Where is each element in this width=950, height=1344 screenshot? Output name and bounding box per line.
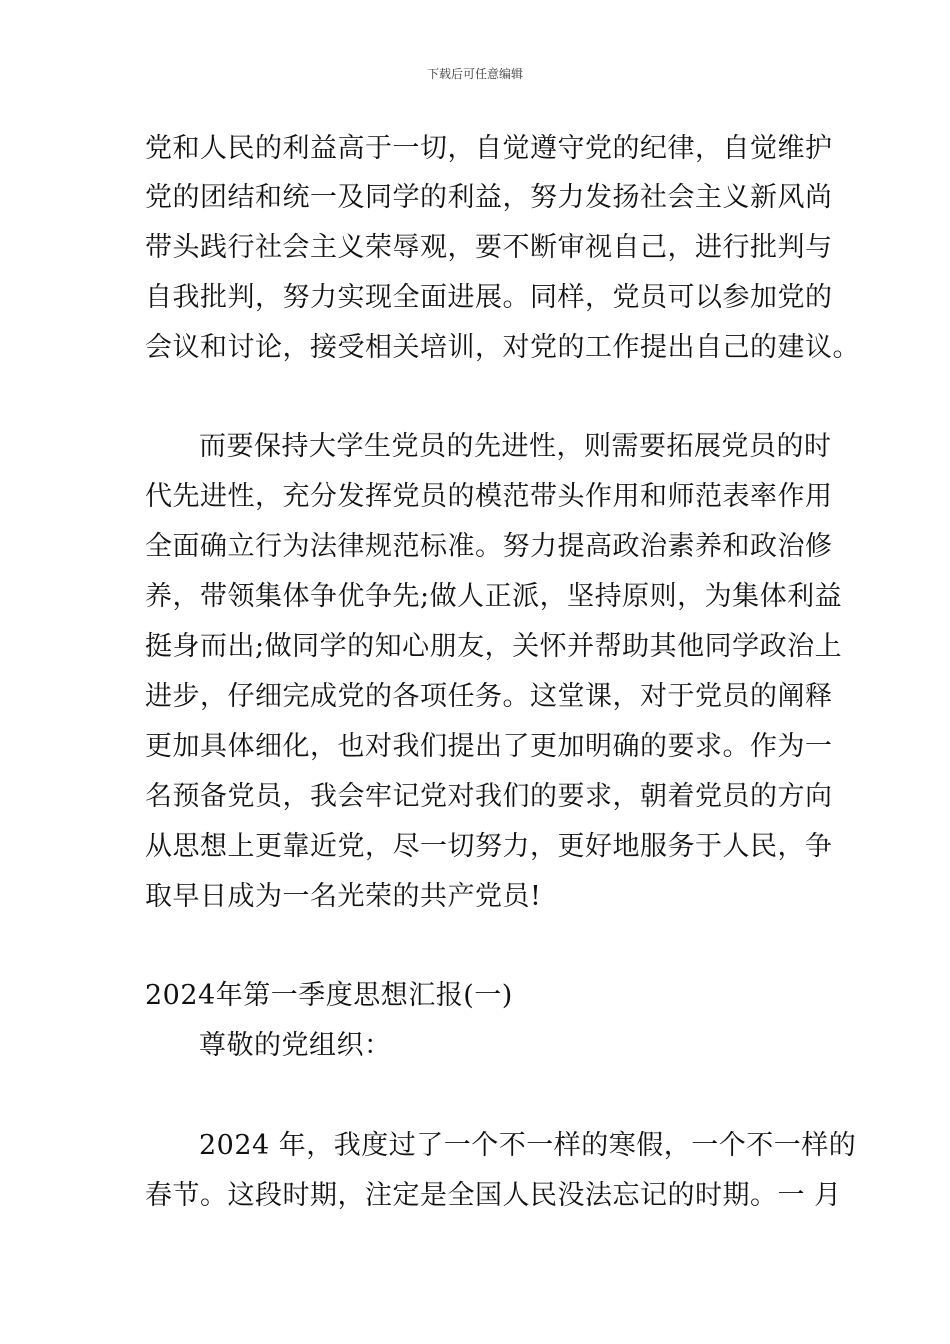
paragraph-1-line-4: 自我批判，努力实现全面进展。同样，党员可以参加党的 bbox=[145, 282, 833, 313]
paragraph-2-line-1: 而要保持大学生党员的先进性，则需要拓展党员的时 bbox=[199, 431, 832, 462]
paragraph-2-line-6: 进步，仔细完成党的各项任务。这堂课，对于党员的阐释 bbox=[145, 681, 833, 712]
paragraph-3-line-2: 春节。这段时期，注定是全国人民没法忘记的时期。一 月 bbox=[145, 1180, 842, 1211]
paragraph-1-line-5: 会议和讨论，接受相关培训，对党的工作提出自己的建议。 bbox=[145, 332, 860, 363]
paragraph-2-line-7: 更加具体细化，也对我们提出了更加明确的要求。作为一 bbox=[145, 731, 833, 762]
paragraph-2-line-9: 从思想上更靠近党，尽一切努力，更好地服务于人民，争 bbox=[145, 831, 833, 862]
paragraph-1-line-3: 带头践行社会主义荣辱观，要不断审视自己，进行批判与 bbox=[145, 232, 833, 263]
paragraph-2-line-4: 养，带领集体争优争先;做人正派，坚持原则，为集体利益 bbox=[145, 581, 843, 612]
paragraph-2-line-10: 取早日成为一名光荣的共产党员! bbox=[145, 881, 542, 912]
report-title: 2024年第一季度思想汇报(一) bbox=[145, 980, 513, 1011]
paragraph-2-line-8: 名预备党员，我会牢记党对我们的要求，朝着党员的方向 bbox=[145, 781, 833, 812]
paragraph-1-line-2: 党的团结和统一及同学的利益，努力发扬社会主义新风尚 bbox=[145, 182, 833, 213]
paragraph-3-line-1: 2024 年，我度过了一个不一样的寒假，一个不一样的 bbox=[199, 1130, 857, 1161]
salutation: 尊敬的党组织： bbox=[199, 1030, 392, 1061]
page-header: 下载后可任意编辑 bbox=[426, 67, 523, 81]
paragraph-1-line-1: 党和人民的利益高于一切，自觉遵守党的纪律，自觉维护 bbox=[145, 133, 833, 164]
paragraph-2-line-3: 全面确立行为法律规范标准。努力提高政治素养和政治修 bbox=[145, 531, 833, 562]
paragraph-2-line-2: 代先进性，充分发挥党员的模范带头作用和师范表率作用 bbox=[145, 481, 833, 512]
paragraph-2-line-5: 挺身而出;做同学的知心朋友，关怀并帮助其他同学政治上 bbox=[145, 631, 843, 662]
